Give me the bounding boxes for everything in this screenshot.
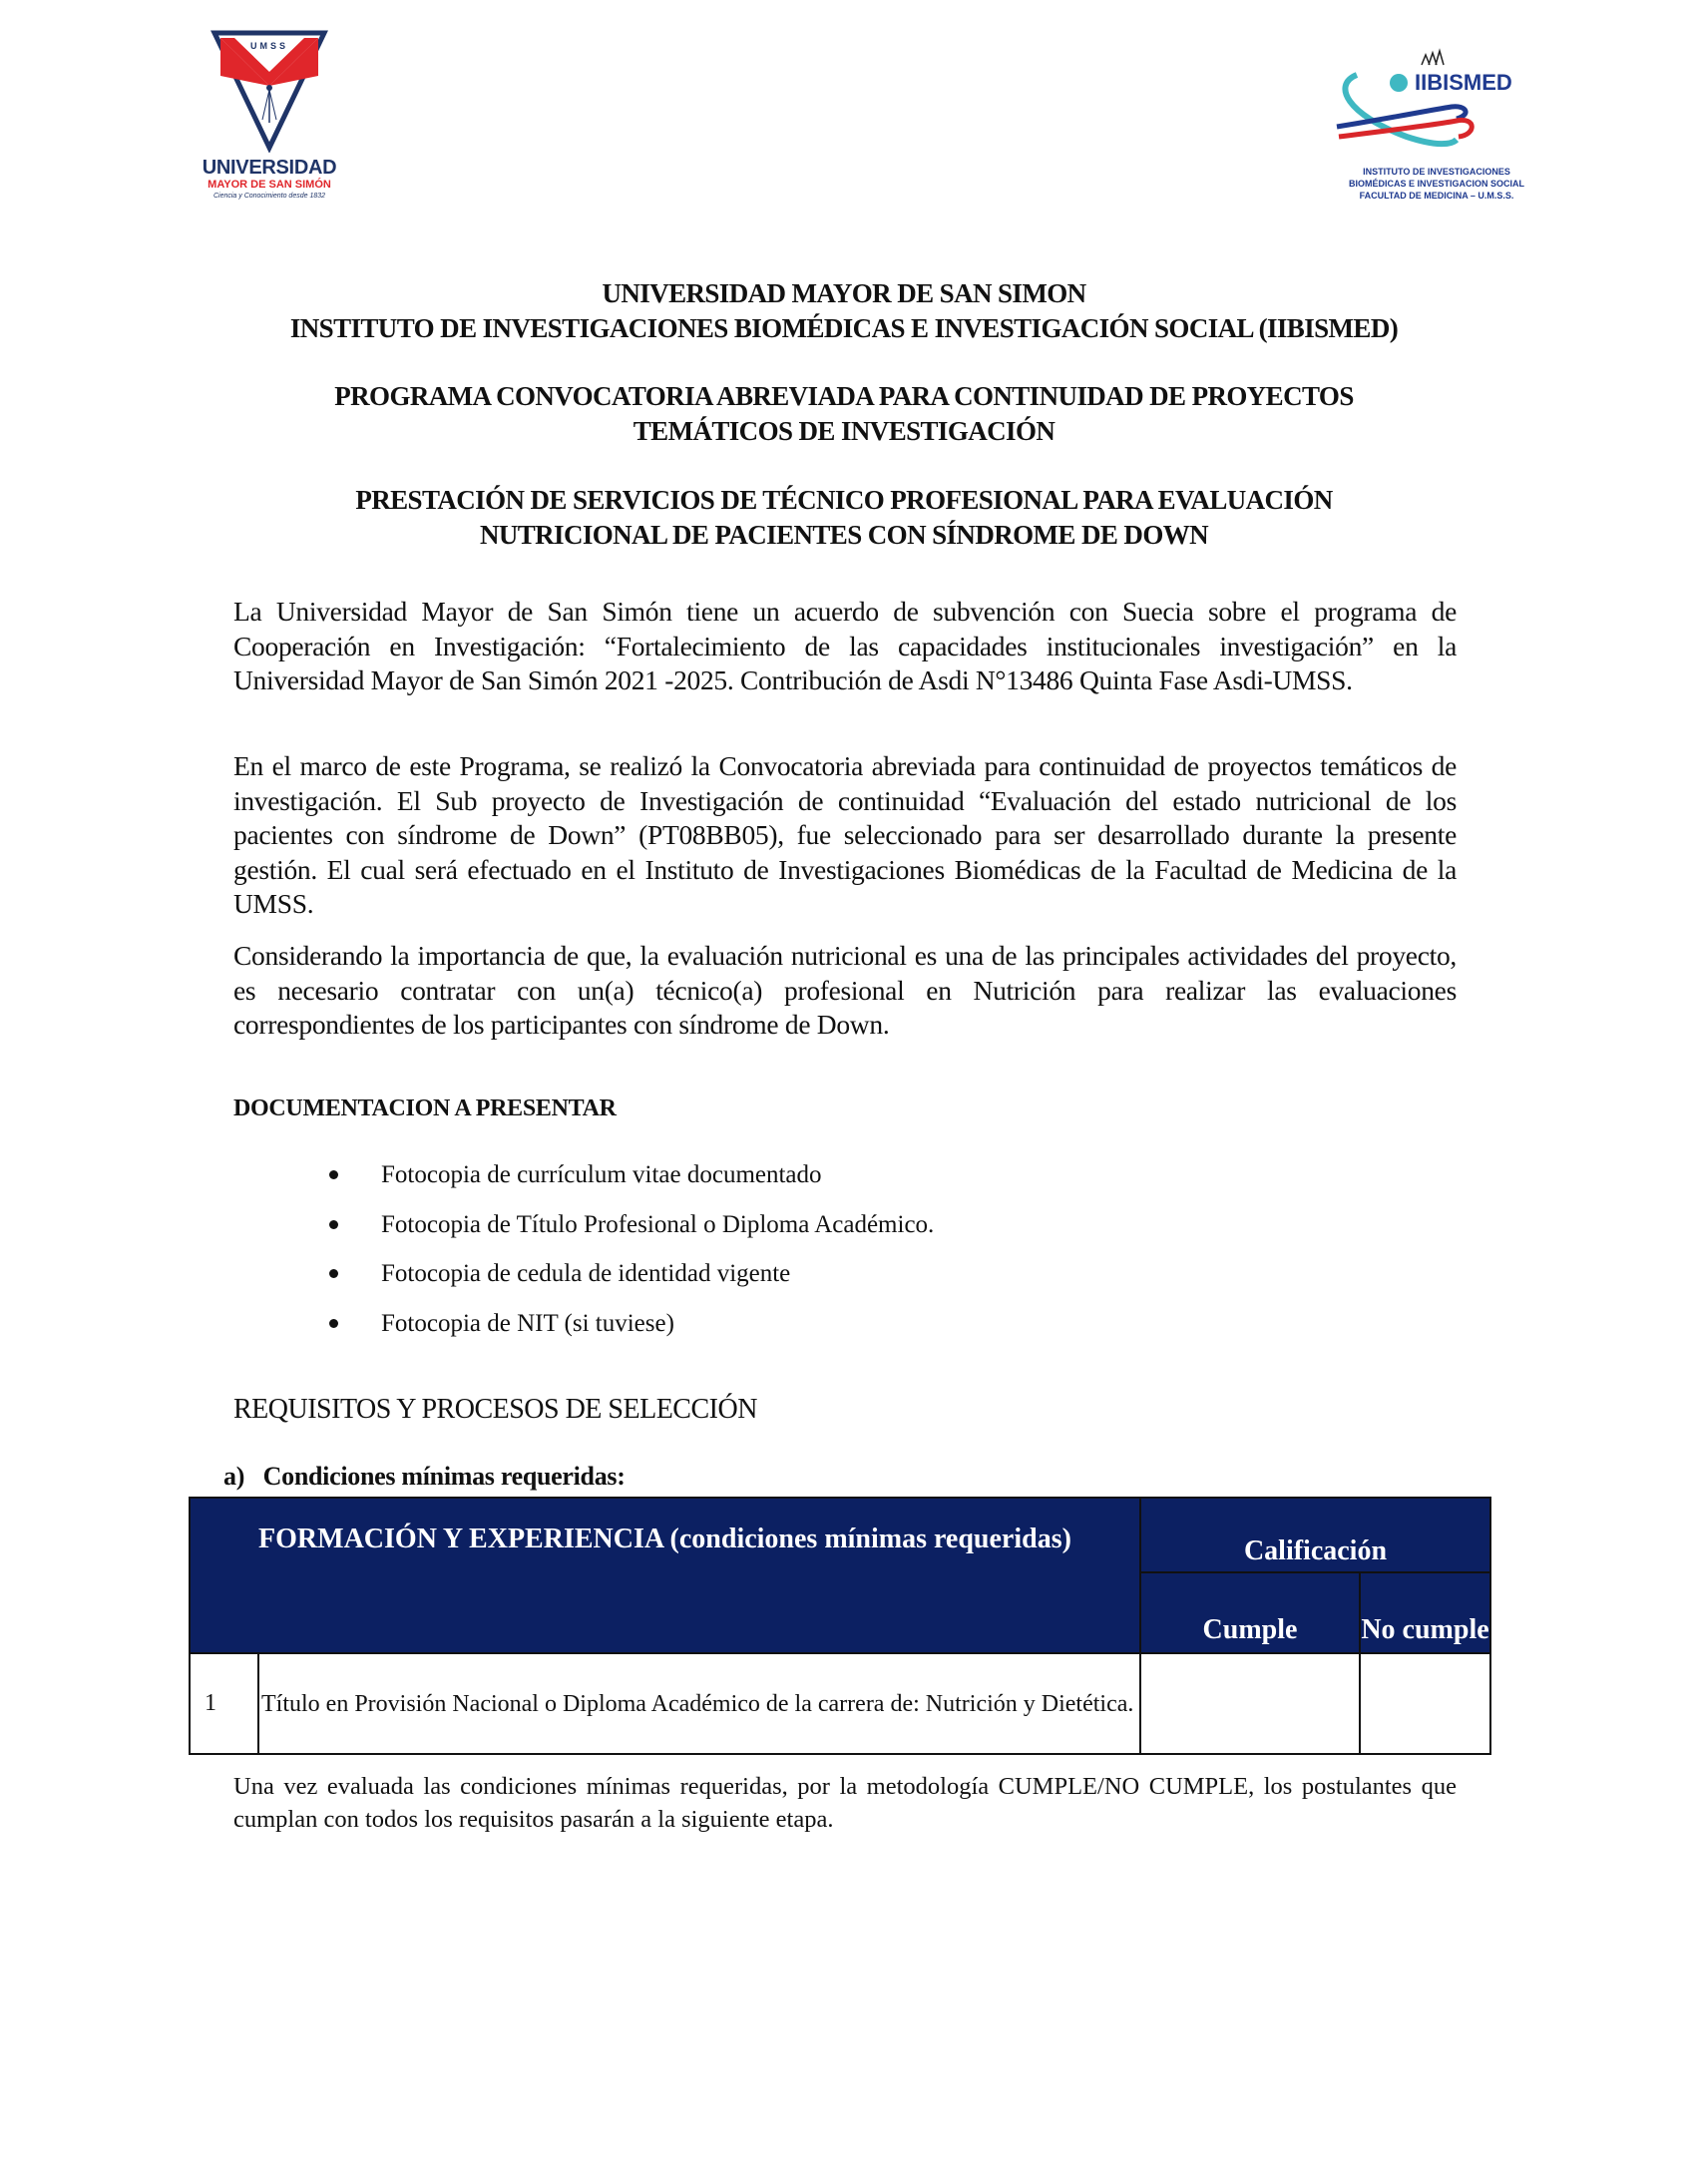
table-header-calificacion: Calificación — [1140, 1498, 1490, 1572]
requirements-table — [189, 1497, 1491, 1755]
documentation-heading: DOCUMENTACION A PRESENTAR — [233, 1095, 617, 1121]
subheading-text: Condiciones mínimas requeridas: — [262, 1462, 626, 1491]
umss-emblem-text: UMSS — [249, 41, 289, 51]
table-header-no-cumple: No cumple — [1360, 1572, 1490, 1653]
service-title-line2: NUTRICIONAL DE PACIENTES CON SÍNDROME DE DOWN — [479, 520, 1209, 550]
umss-wordmark: UNIVERSIDAD — [202, 157, 337, 179]
paragraph-justification: Considerando la importancia de que, la evaluación nutricional es una de las principales actividades del proyecto, es necesario contratar con un(a) técnico(a) profesional en Nutrición para realizar las evaluaciones correspondientes de los participantes con síndrome de Down. — [233, 940, 1457, 1040]
list-item — [329, 1309, 934, 1359]
iibismed-line2: BIOMÉDICAS E INVESTIGACION SOCIAL — [1348, 179, 1524, 189]
list-item — [329, 1259, 934, 1309]
header-university: UNIVERSIDAD MAYOR DE SAN SIMON — [602, 278, 1086, 308]
list-item-text: Fotocopia de Título Profesional o Diploma Académico. — [381, 1210, 935, 1238]
list-item — [329, 1210, 934, 1260]
row-no-cumple-cell[interactable] — [1360, 1653, 1490, 1754]
requirements-heading: REQUISITOS Y PROCESOS DE SELECCIÓN — [233, 1394, 757, 1425]
requirements-subheading — [223, 1462, 626, 1492]
umss-tagline: Ciencia y Conocimiento desde 1832 — [212, 193, 326, 200]
subheading-marker: a) — [223, 1462, 245, 1491]
iibismed-line1: INSTITUTO DE INVESTIGACIONES — [1363, 167, 1510, 177]
row-number: 1 — [190, 1653, 258, 1754]
documentation-list — [329, 1160, 934, 1358]
iibismed-emblem-icon — [1327, 45, 1546, 155]
umss-subtitle: MAYOR DE SAN SIMÓN — [208, 179, 331, 191]
row-description: Título en Provisión Nacional o Diploma Académico de la carrera de: Nutrición y Dietética. — [258, 1653, 1140, 1754]
header-institute: INSTITUTO DE INVESTIGACIONES BIOMÉDICAS E INVESTIGACIÓN SOCIAL (IIBISMED) — [289, 313, 1399, 343]
table-header-cumple: Cumple — [1140, 1572, 1360, 1653]
paragraph-intro: La Universidad Mayor de San Simón tiene un acuerdo de subvención con Suecia sobre el programa de Cooperación en Investigación: “Fortalecimiento de las capacidades institucionales investigación” en la Universidad Mayor de San Simón 2021 -2025. Contribución de Asdi N°13486 Quinta Fase Asdi-UMSS. — [233, 596, 1457, 695]
list-item-text: Fotocopia de currículum vitae documentado — [381, 1161, 822, 1188]
bullet-icon — [329, 1319, 338, 1328]
row-cumple-cell[interactable] — [1140, 1653, 1360, 1754]
umss-shield-icon — [195, 28, 344, 153]
program-title-line1: PROGRAMA CONVOCATORIA ABREVIADA PARA CONTINUIDAD DE PROYECTOS — [334, 381, 1354, 411]
iibismed-logo — [1327, 45, 1546, 205]
list-item-text: Fotocopia de NIT (si tuviese) — [381, 1309, 674, 1337]
service-title-line1: PRESTACIÓN DE SERVICIOS DE TÉCNICO PROFESIONAL PARA EVALUACIÓN — [355, 485, 1333, 515]
umss-logo — [195, 28, 344, 203]
iibismed-wordmark: IIBISMED — [1415, 70, 1512, 95]
bullet-icon — [329, 1220, 338, 1229]
program-title-line2: TEMÁTICOS DE INVESTIGACIÓN — [633, 416, 1055, 446]
bullet-icon — [329, 1170, 338, 1179]
iibismed-line3: FACULTAD DE MEDICINA – U.M.S.S. — [1359, 191, 1514, 201]
closing-paragraph: Una vez evaluada las condiciones mínimas requeridas, por la metodología CUMPLE/NO CUMPLE, los postulantes que cumplan con todos los requisitos pasarán a la siguiente etapa. — [233, 1773, 1457, 1833]
paragraph-program: En el marco de este Programa, se realizó la Convocatoria abreviada para continuidad de proyectos temáticos de investigación. El Sub proyecto de Investigación de continuidad “Evaluación del estado nutricional de los pacientes con síndrome de Down” (PT08BB05), fue seleccionado para ser desarrollado durante la presente gestión. El cual será efectuado en el Instituto de Investigaciones Biomédicas de la Facultad de Medicina de la UMSS. — [233, 750, 1457, 919]
bullet-icon — [329, 1269, 338, 1278]
table-row — [190, 1653, 1490, 1754]
program-title — [229, 379, 1459, 449]
table-header-main: FORMACIÓN Y EXPERIENCIA (condiciones mínimas requeridas) — [190, 1498, 1140, 1653]
list-item — [329, 1160, 934, 1210]
list-item-text: Fotocopia de cedula de identidad vigente — [381, 1260, 791, 1287]
service-title — [229, 483, 1459, 553]
document-header — [229, 276, 1459, 346]
